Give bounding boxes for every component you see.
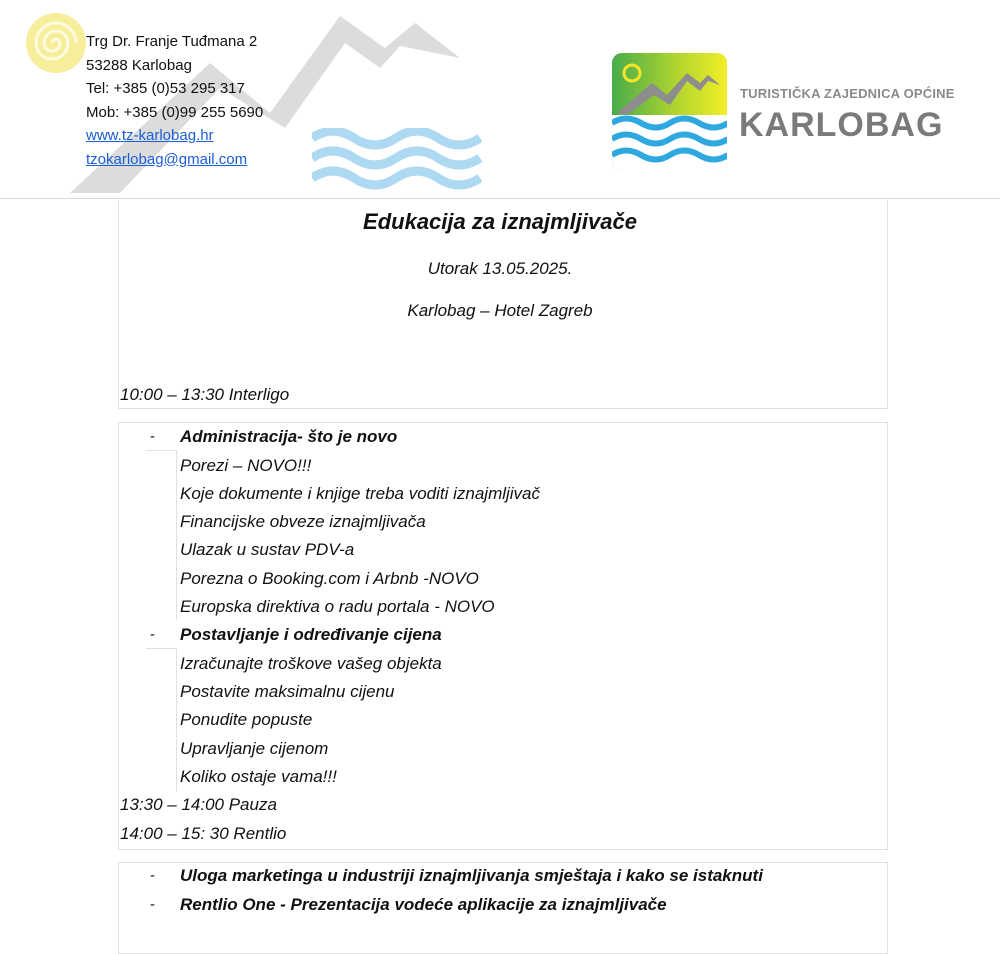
- list-dash: -: [150, 867, 155, 884]
- list-dash: -: [150, 896, 155, 913]
- list-item: Postavite maksimalnu cijenu: [180, 682, 395, 701]
- address-block: [86, 30, 263, 171]
- list-item: Koje dokumente i knjige treba voditi iznajmljivač: [180, 484, 541, 503]
- list-item: Ulazak u sustav PDV-a: [180, 540, 355, 559]
- document-title: Edukacija za iznajmljivače: [363, 209, 637, 234]
- karlobag-logo: [612, 53, 727, 171]
- email-link[interactable]: tzokarlobag@gmail.com: [86, 150, 248, 168]
- cell-border: [176, 648, 177, 792]
- list-item: Europska direktiva o radu portala - NOVO: [180, 597, 495, 616]
- section-cijene: Postavljanje i određivanje cijena: [180, 625, 442, 644]
- list-dash: -: [150, 626, 155, 643]
- list-item: Porezi – NOVO!!!: [180, 456, 312, 475]
- list-item: Financijske obveze iznajmljivača: [180, 512, 426, 531]
- list-dash: -: [150, 428, 155, 445]
- address-line: Tel: +385 (0)53 295 317: [86, 80, 245, 97]
- org-subtitle: TURISTIČKA ZAJEDNICA OPĆINE: [740, 86, 955, 101]
- list-item: Upravljanje cijenom: [180, 739, 329, 758]
- header-divider: [0, 198, 1000, 199]
- section-rentlio-one: Rentlio One - Prezentacija vodeće aplikacije za iznajmljivače: [180, 895, 667, 914]
- session-pauza: 13:30 – 14:00 Pauza: [120, 795, 277, 814]
- letterhead: [0, 0, 1000, 200]
- list-item: Izračunajte troškove vašeg objekta: [180, 654, 442, 673]
- section-marketing: Uloga marketinga u industriji iznajmljivanja smještaja i kako se istaknuti: [180, 866, 763, 885]
- section-administracija: Administracija- što je novo: [180, 427, 398, 446]
- event-location: Karlobag – Hotel Zagreb: [407, 301, 593, 320]
- list-item: Porezna o Booking.com i Arbnb -NOVO: [180, 569, 479, 588]
- event-date: Utorak 13.05.2025.: [427, 259, 573, 278]
- waves-watermark-icon: [312, 128, 482, 190]
- cell-border: [176, 450, 177, 620]
- list-item: Koliko ostaje vama!!!: [180, 767, 337, 786]
- address-line: Trg Dr. Franje Tuđmana 2: [86, 33, 258, 50]
- session-interligo: 10:00 – 13:30 Interligo: [120, 385, 290, 404]
- cell-border: [146, 648, 176, 649]
- address-line: 53288 Karlobag: [86, 56, 192, 74]
- website-link[interactable]: www.tz-karlobag.hr: [86, 127, 214, 144]
- org-title: KARLOBAG: [739, 106, 944, 144]
- list-item: Ponudite popuste: [180, 710, 313, 729]
- logo-graphic-icon: [612, 53, 727, 171]
- cell-border: [146, 450, 176, 451]
- address-line: Mob: +385 (0)99 255 5690: [86, 103, 264, 121]
- session-rentlio: 14:00 – 15: 30 Rentlio: [120, 824, 287, 843]
